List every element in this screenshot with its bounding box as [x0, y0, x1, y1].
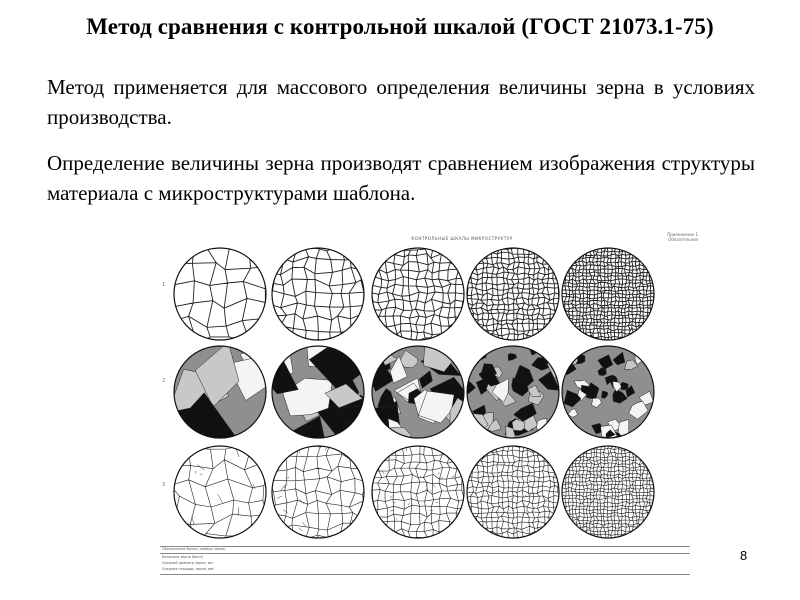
figure-caption: КОНТРОЛЬНЫЕ ШКАЛЫ МИКРОСТРУКТУР: [411, 236, 513, 241]
micrograph-1-3: [370, 246, 466, 342]
table-line: [160, 546, 690, 547]
table-row-label-2: Средний диаметр зерна, мм: [162, 561, 213, 565]
micrograph-1-1: [169, 243, 271, 346]
micrograph-2-5: [562, 341, 661, 448]
micrograph-3-2: [269, 443, 367, 541]
micrograph-1-5: [561, 247, 655, 341]
micrograph-3-3: [370, 444, 467, 540]
page-number: 8: [740, 548, 748, 563]
figure-note-line2: Обязательное: [668, 237, 698, 242]
table-row-label-3: Средняя площадь зерна, мм²: [162, 567, 215, 571]
row-label-2: 2: [162, 378, 166, 384]
micrograph-scale-figure: [160, 232, 700, 596]
micrograph-2-2: [261, 335, 378, 455]
micrograph-2-3: [359, 332, 471, 450]
table-line: [160, 553, 690, 554]
figure-note: [642, 232, 698, 242]
table-header: Обозначение балла (номера зерна): [162, 547, 226, 551]
slide-title: Метод сравнения с контрольной шкалой (ГОСТ 21073.1-75): [86, 14, 714, 39]
micrograph-2-1: [160, 339, 285, 461]
micrograph-2-4: [458, 341, 565, 441]
grain-size-table: [160, 546, 700, 584]
table-row-label-1: Величина зерна (балл): [162, 555, 203, 559]
micrograph-1-2: [270, 245, 367, 344]
micrograph-3-4: [466, 445, 561, 540]
paragraph-method-description: Определение величины зерна производят сравнением изображения структуры материала с микроструктурами шаблона.: [47, 151, 755, 205]
micrograph-3-5: [561, 445, 655, 539]
micrograph-3-1: [170, 443, 269, 544]
micrograph-1-4: [466, 247, 561, 342]
micrograph-circles: [160, 232, 700, 546]
row-label-1: 1: [162, 282, 166, 288]
figure-note-line1: Приложение 1: [667, 232, 698, 237]
row-label-3: 3: [162, 482, 166, 488]
paragraph-method-usage: Метод применяется для массового определения величины зерна в условиях производства.: [47, 75, 755, 129]
table-line: [160, 574, 690, 575]
